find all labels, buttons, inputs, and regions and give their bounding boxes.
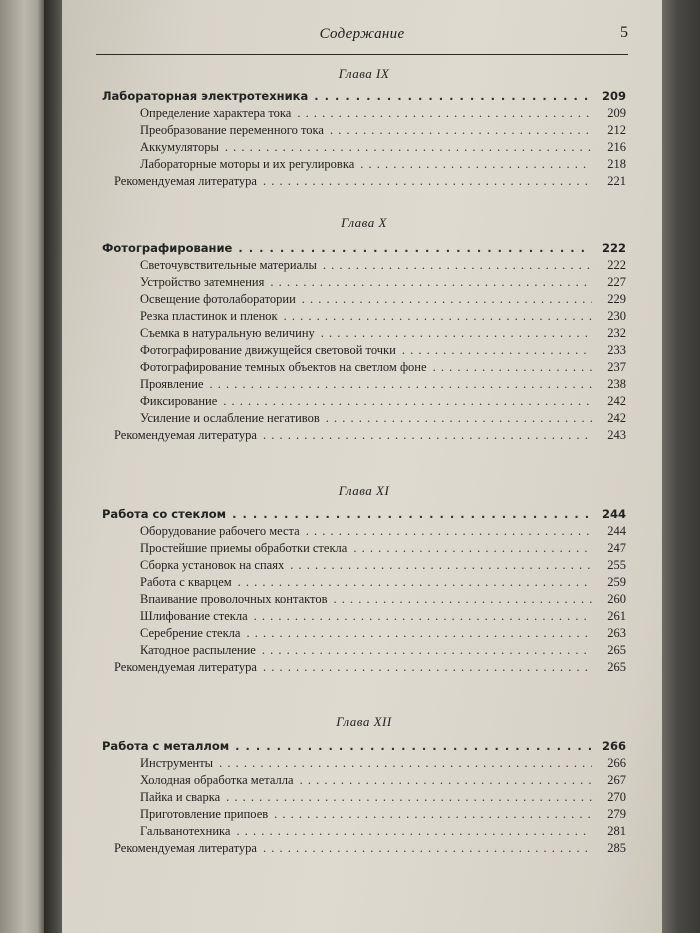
toc-item-row	[140, 591, 626, 608]
toc-entry-page: 221	[607, 174, 626, 188]
toc-item-row	[140, 806, 626, 823]
chapter-heading: Глава XI	[338, 483, 390, 498]
toc-entry-page: 238	[607, 377, 626, 391]
dot-leader	[236, 823, 592, 840]
dot-leader	[238, 574, 592, 591]
toc-entry-label: Гальванотехника	[140, 824, 231, 838]
left-page-edge	[0, 0, 44, 933]
header-title: Содержание	[319, 26, 405, 42]
toc-entry-page: 265	[607, 643, 626, 657]
dot-leader	[254, 608, 592, 625]
toc-entry-page: 209	[601, 89, 626, 103]
toc-entry-page: 209	[607, 106, 626, 120]
toc-item-row	[140, 325, 626, 342]
dot-leader	[290, 557, 592, 574]
running-header	[96, 20, 628, 55]
dot-leader	[402, 342, 592, 359]
toc-entry-label: Фотографирование темных объектов на светлом фоне	[140, 360, 427, 374]
toc-entry-page: 281	[607, 824, 626, 838]
header-page-number: 5	[620, 24, 628, 41]
toc-entry-label: Фотографирование движущейся световой точки	[140, 343, 396, 357]
background-surface	[662, 0, 700, 933]
dot-leader	[263, 173, 592, 190]
toc-entry-label: Аккумуляторы	[140, 140, 219, 154]
toc-entry-page: 232	[607, 326, 626, 340]
toc-item-row	[140, 772, 626, 789]
dot-leader	[238, 240, 592, 257]
toc-item-row	[140, 557, 626, 574]
toc-item-row	[140, 789, 626, 806]
toc-entry-page: 222	[607, 258, 626, 272]
toc-entry-page: 227	[607, 275, 626, 289]
toc-entry-page: 263	[607, 626, 626, 640]
dot-leader	[219, 755, 592, 772]
toc-entry-label: Холодная обработка металла	[140, 773, 294, 787]
toc-item-row	[140, 410, 626, 427]
book-page	[62, 0, 662, 933]
toc-entry-page: 259	[607, 575, 626, 589]
toc-item-row	[140, 642, 626, 659]
chapter-heading: Глава X	[341, 215, 387, 230]
dot-leader	[330, 122, 592, 139]
toc-section-row	[102, 240, 626, 257]
dot-leader	[235, 738, 592, 755]
dot-leader	[321, 325, 592, 342]
toc-item-row	[140, 257, 626, 274]
toc-item-row	[140, 156, 626, 173]
toc-item-row	[140, 308, 626, 325]
toc-item-row	[140, 291, 626, 308]
toc-entry-label: Рекомендуемая литература	[114, 428, 257, 442]
dot-leader	[297, 105, 592, 122]
toc-entry-label: Серебрение стекла	[140, 626, 241, 640]
toc-entry-label: Катодное распыление	[140, 643, 256, 657]
toc-item-row	[140, 359, 626, 376]
toc-entry-label: Лабораторные моторы и их регулировка	[140, 157, 355, 171]
toc-entry-label: Рекомендуемая литература	[114, 841, 257, 855]
dot-leader	[226, 789, 592, 806]
toc-entry-page: 244	[601, 507, 626, 521]
toc-literature-row	[114, 659, 626, 676]
dot-leader	[326, 410, 592, 427]
toc-entry-label: Шлифование стекла	[140, 609, 248, 623]
toc-entry-page: 230	[607, 309, 626, 323]
toc-entry-page: 242	[607, 411, 626, 425]
toc-entry-label: Простейшие приемы обработки стекла	[140, 541, 348, 555]
toc-item-row	[140, 625, 626, 642]
toc-entry-page: 247	[607, 541, 626, 555]
dot-leader	[302, 291, 592, 308]
toc-literature-row	[114, 840, 626, 857]
toc-entry-label: Рекомендуемая литература	[114, 660, 257, 674]
toc-literature-row	[114, 173, 626, 190]
toc-entry-label: Лабораторная электротехника	[102, 89, 309, 103]
dot-leader	[270, 274, 592, 291]
toc-entry-page: 218	[607, 157, 626, 171]
dot-leader	[263, 659, 592, 676]
toc-entry-page: 285	[607, 841, 626, 855]
toc-literature-row	[114, 427, 626, 444]
dot-leader	[306, 523, 592, 540]
toc-entry-label: Рекомендуемая литература	[114, 174, 257, 188]
dot-leader	[433, 359, 592, 376]
toc-item-row	[140, 540, 626, 557]
dot-leader	[300, 772, 592, 789]
toc-entry-page: 242	[607, 394, 626, 408]
toc-entry-label: Пайка и сварка	[140, 790, 221, 804]
toc-entry-label: Фотографирование	[102, 241, 233, 255]
chapter-heading: Глава IX	[338, 66, 390, 81]
dot-leader	[323, 257, 592, 274]
toc-entry-page: 261	[607, 609, 626, 623]
toc-entry-page: 237	[607, 360, 626, 374]
toc-entry-page: 243	[607, 428, 626, 442]
dot-leader	[274, 806, 592, 823]
toc-entry-label: Съемка в натуральную величину	[140, 326, 315, 340]
toc-entry-label: Светочувствительные материалы	[140, 258, 317, 272]
dot-leader	[334, 591, 592, 608]
toc-entry-page: 270	[607, 790, 626, 804]
toc-entry-label: Преобразование переменного тока	[140, 123, 324, 137]
toc-item-row	[140, 608, 626, 625]
chapter-heading: Глава XII	[336, 714, 392, 729]
toc-entry-label: Работа с металлом	[102, 739, 230, 753]
toc-entry-label: Сборка установок на спаях	[140, 558, 285, 572]
toc-entry-label: Проявление	[140, 377, 204, 391]
toc-entry-page: 229	[607, 292, 626, 306]
dot-leader	[263, 427, 592, 444]
dot-leader	[262, 642, 592, 659]
toc-entry-label: Фиксирование	[140, 394, 218, 408]
toc-item-row	[140, 342, 626, 359]
dot-leader	[360, 156, 592, 173]
dot-leader	[225, 139, 592, 156]
toc-entry-page: 233	[607, 343, 626, 357]
toc-entry-label: Оборудование рабочего места	[140, 524, 300, 538]
toc-entry-label: Инструменты	[140, 756, 214, 770]
toc-entry-label: Определение характера тока	[140, 106, 292, 120]
toc-item-row	[140, 393, 626, 410]
toc-item-row	[140, 755, 626, 772]
dot-leader	[223, 393, 592, 410]
dot-leader	[246, 625, 592, 642]
toc-item-row	[140, 523, 626, 540]
dot-leader	[232, 506, 592, 523]
toc-section-row	[102, 506, 626, 523]
toc-entry-label: Резка пластинок и пленок	[140, 309, 278, 323]
toc-item-row	[140, 376, 626, 393]
toc-entry-page: 244	[607, 524, 626, 538]
toc-entry-label: Впаивание проволочных контактов	[140, 592, 328, 606]
toc-entry-label: Усиление и ослабление негативов	[140, 411, 320, 425]
toc-item-row	[140, 139, 626, 156]
dot-leader	[284, 308, 592, 325]
toc-section-row	[102, 88, 626, 105]
toc-item-row	[140, 122, 626, 139]
toc-item-row	[140, 574, 626, 591]
toc-entry-page: 222	[601, 241, 626, 255]
toc-entry-page: 267	[607, 773, 626, 787]
dot-leader	[314, 88, 592, 105]
toc-entry-page: 255	[607, 558, 626, 572]
toc-entry-label: Устройство затемнения	[140, 275, 265, 289]
toc-entry-page: 260	[607, 592, 626, 606]
toc-entry-label: Приготовление припоев	[140, 807, 269, 821]
toc-entry-label: Работа со стеклом	[102, 507, 227, 521]
toc-item-row	[140, 823, 626, 840]
toc-entry-page: 266	[601, 739, 626, 753]
dot-leader	[263, 840, 592, 857]
toc-entry-label: Работа с кварцем	[140, 575, 232, 589]
toc-entry-page: 279	[607, 807, 626, 821]
toc-entry-page: 212	[607, 123, 626, 137]
toc-entry-page: 266	[607, 756, 626, 770]
toc-section-row	[102, 738, 626, 755]
toc-item-row	[140, 105, 626, 122]
dot-leader	[353, 540, 592, 557]
toc-entry-label: Освещение фотолаборатории	[140, 292, 296, 306]
toc-entry-page: 216	[607, 140, 626, 154]
dot-leader	[210, 376, 593, 393]
toc-entry-page: 265	[607, 660, 626, 674]
toc-item-row	[140, 274, 626, 291]
